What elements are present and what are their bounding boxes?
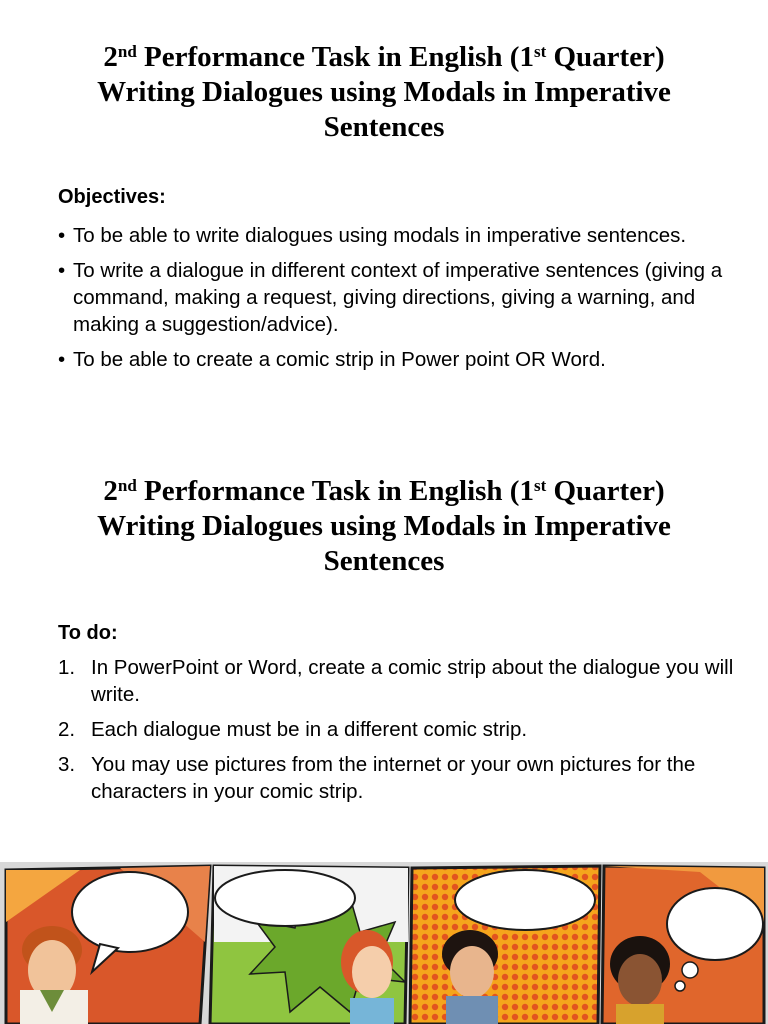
comic-panel <box>410 866 600 1024</box>
comic-strip-illustration <box>0 862 768 1024</box>
step-number: 2. <box>58 718 76 741</box>
title-superscript: st <box>533 476 547 495</box>
slide-title <box>30 40 738 145</box>
slide-title <box>30 474 738 579</box>
todo-list <box>58 654 738 813</box>
objective-text: To be able to create a comic strip in Power point OR Word. <box>73 348 606 371</box>
objective-text: To be able to write dialogues using modals in imperative sentences. <box>73 224 687 247</box>
title-superscript: st <box>533 42 547 61</box>
list-item <box>58 751 738 805</box>
title-line: Writing Dialogues using Modals in Imperative <box>97 76 671 108</box>
slide-objectives <box>0 0 768 432</box>
objectives-heading: Objectives: <box>58 186 166 208</box>
comic-panel <box>210 866 408 1024</box>
step-text: In PowerPoint or Word, create a comic strip about the dialogue you will write. <box>91 656 734 706</box>
step-text: You may use pictures from the internet or your own pictures for the characters in your comic strip. <box>91 753 696 803</box>
list-item <box>58 716 738 743</box>
list-item <box>58 346 738 373</box>
title-text: 2 <box>103 41 118 73</box>
step-number: 1. <box>58 656 76 679</box>
todo-heading: To do: <box>58 622 118 644</box>
title-line: Writing Dialogues using Modals in Imperative <box>97 510 671 542</box>
comic-panel <box>602 866 764 1024</box>
comic-panel <box>6 866 210 1024</box>
step-text: Each dialogue must be in a different comic strip. <box>91 718 528 741</box>
title-line: Sentences <box>323 111 445 143</box>
title-line: Sentences <box>323 545 445 577</box>
bullet-icon: • <box>58 259 66 282</box>
title-text: Quarter) <box>546 475 665 507</box>
step-number: 3. <box>58 753 76 776</box>
title-superscript: nd <box>117 476 137 495</box>
objectives-list <box>58 222 738 381</box>
list-item <box>58 654 738 708</box>
objective-text: To write a dialogue in different context of imperative sentences (giving a command, making a request, giving directions, giving a warning, and making a suggestion/advice). <box>73 259 723 336</box>
title-text: Performance Task in English (1 <box>136 475 534 507</box>
list-item <box>58 222 738 249</box>
slide-todo <box>0 432 768 852</box>
bullet-icon: • <box>58 348 66 371</box>
title-text: Performance Task in English (1 <box>136 41 534 73</box>
title-text: Quarter) <box>546 41 665 73</box>
bullet-icon: • <box>58 224 66 247</box>
title-superscript: nd <box>117 42 137 61</box>
list-item <box>58 257 738 338</box>
title-text: 2 <box>103 475 118 507</box>
